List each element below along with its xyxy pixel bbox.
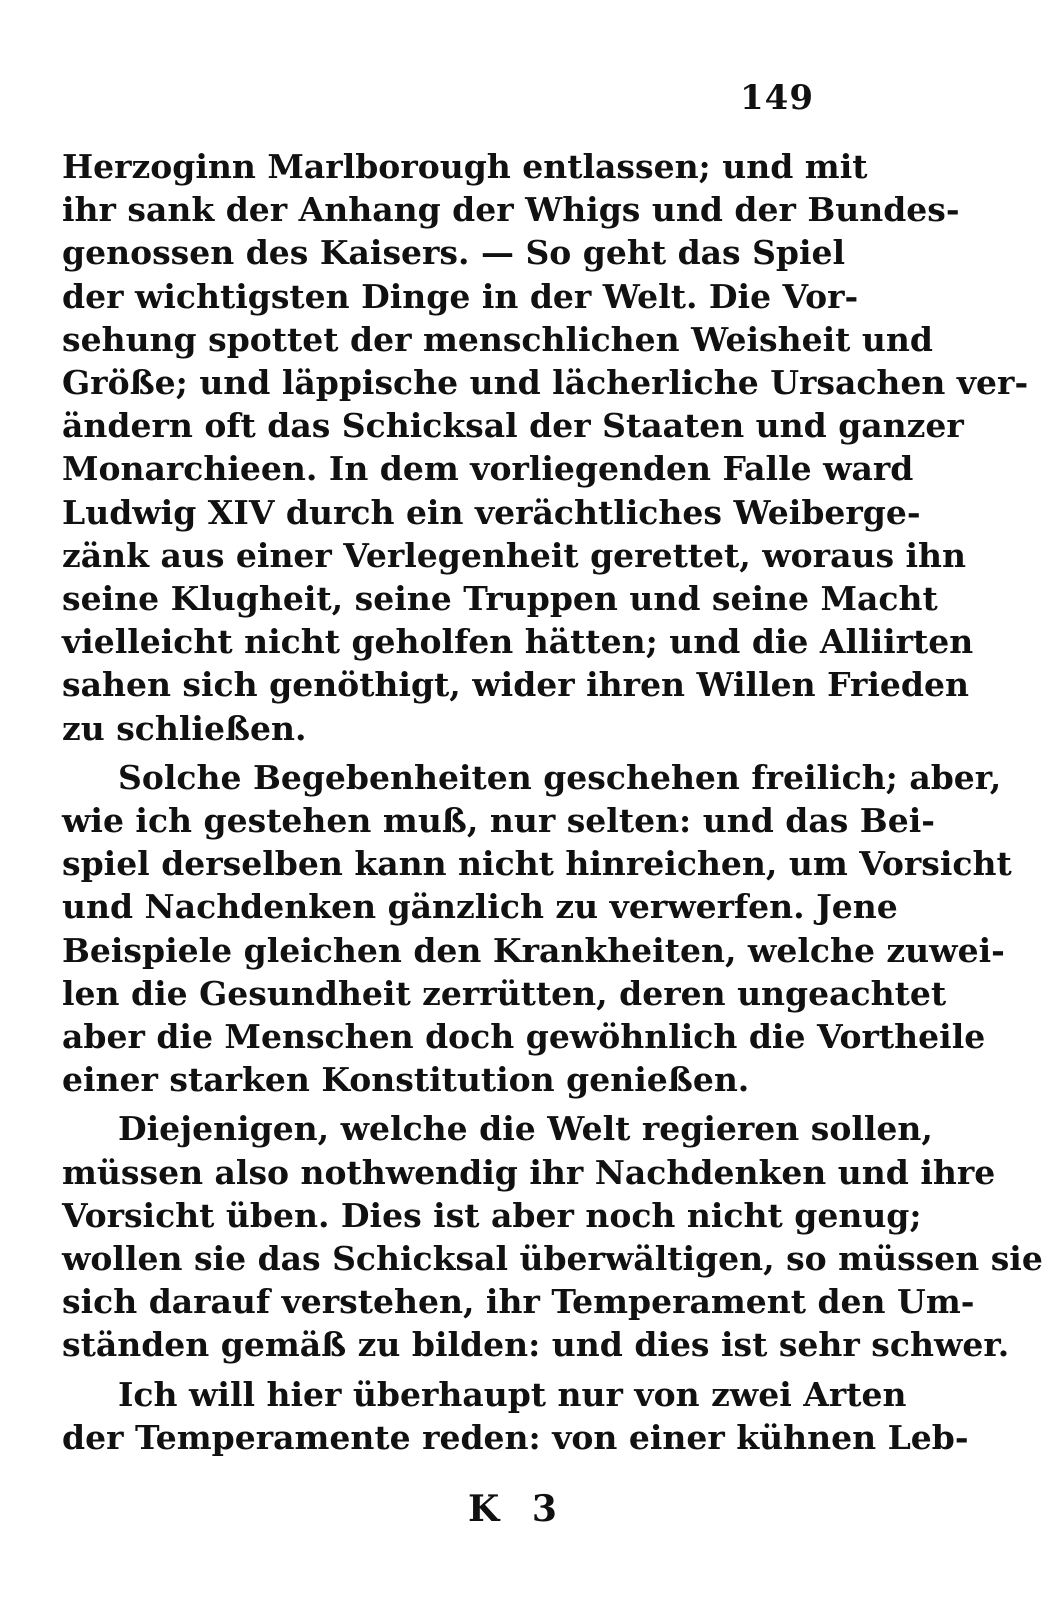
paragraph-4 xyxy=(62,1373,969,1459)
text-line: Vorsicht üben. Dies ist aber noch nicht genug; xyxy=(62,1195,922,1235)
text-line: müssen also nothwendig ihr Nachdenken und ihre xyxy=(62,1152,996,1192)
page-number: 149 xyxy=(740,78,814,118)
paragraph-3 xyxy=(62,1107,1043,1366)
text-line: ändern oft das Schicksal der Staaten und ganzer xyxy=(62,406,964,446)
text-line: Diejenigen, welche die Welt regieren sollen, xyxy=(118,1109,933,1149)
text-line: wie ich gestehen muß, nur selten: und das Bei- xyxy=(62,801,935,841)
text-line: und Nachdenken gänzlich zu verwerfen. Jene xyxy=(62,887,898,927)
text-line: spiel derselben kann nicht hinreichen, um Vorsicht xyxy=(62,844,1012,884)
text-line: der wichtigsten Dinge in der Welt. Die Vor- xyxy=(62,276,859,316)
paragraph-1 xyxy=(62,145,1029,750)
text-line: Monarchieen. In dem vorliegenden Falle ward xyxy=(62,449,914,489)
text-line: der Temperamente reden: von einer kühnen Leb- xyxy=(62,1417,969,1457)
signature-mark: K 3 xyxy=(468,1488,567,1530)
text-line: sahen sich genöthigt, wider ihren Willen Frieden xyxy=(62,665,969,705)
text-line: ständen gemäß zu bilden: und dies ist sehr schwer. xyxy=(62,1325,1010,1365)
text-line: einer starken Konstitution genießen. xyxy=(62,1060,750,1100)
text-line: ihr sank der Anhang der Whigs und der Bundes- xyxy=(62,190,960,230)
text-line: seine Klugheit, seine Truppen und seine Macht xyxy=(62,579,938,619)
body-text xyxy=(62,145,1043,1465)
text-line: Ludwig XIV durch ein verächtliches Weiberge- xyxy=(62,492,921,532)
paragraph-2 xyxy=(62,756,1012,1102)
text-line: Herzoginn Marlborough entlassen; und mit xyxy=(62,147,868,186)
text-line: wollen sie das Schicksal überwältigen, so müssen sie xyxy=(62,1239,1043,1279)
text-line: Beispiele gleichen den Krankheiten, welche zuwei- xyxy=(62,930,1005,970)
text-line: genossen des Kaisers. — So geht das Spiel xyxy=(62,233,846,273)
text-line: Solche Begebenheiten geschehen freilich; aber, xyxy=(118,757,1002,797)
text-line: vielleicht nicht geholfen hätten; und die Alliirten xyxy=(62,622,974,662)
text-line: zu schließen. xyxy=(62,708,307,748)
text-line: sich darauf verstehen, ihr Temperament den Um- xyxy=(62,1282,975,1322)
text-line: Ich will hier überhaupt nur von zwei Arten xyxy=(118,1374,907,1414)
text-line: Größe; und läppische und lächerliche Ursachen ver- xyxy=(62,363,1029,403)
text-line: sehung spottet der menschlichen Weisheit und xyxy=(62,319,933,359)
text-line: zänk aus einer Verlegenheit gerettet, woraus ihn xyxy=(62,535,967,575)
text-line: len die Gesundheit zerrütten, deren ungeachtet xyxy=(62,973,947,1013)
text-line: aber die Menschen doch gewöhnlich die Vortheile xyxy=(62,1017,986,1057)
